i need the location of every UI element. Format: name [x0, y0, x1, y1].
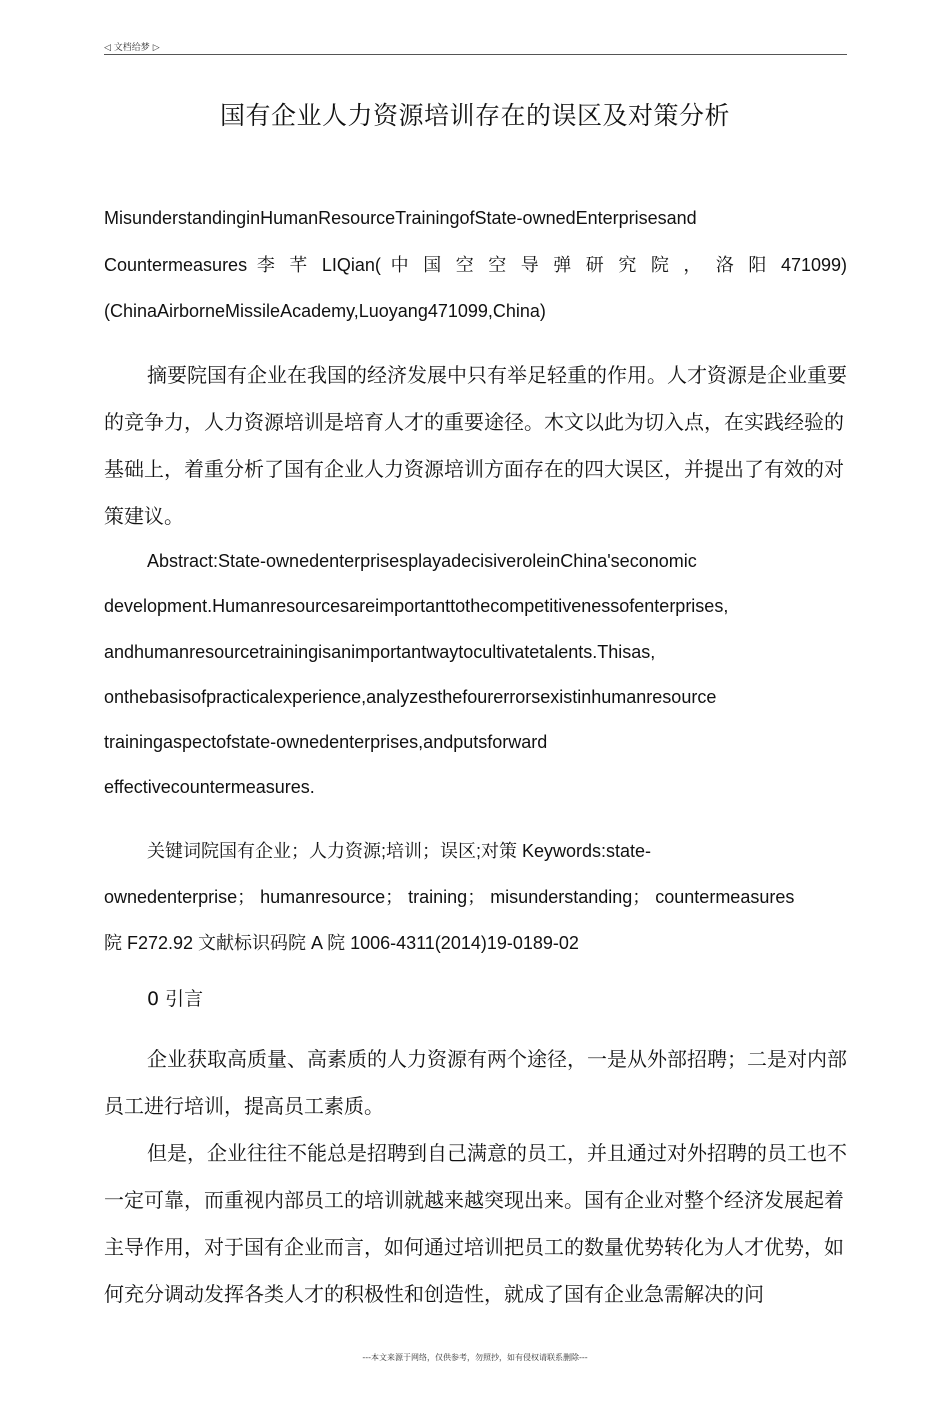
paragraph-1: 企业获取高质量、高素质的人力资源有两个途径，一是从外部招聘；二是对内部员工进行培训，提高员工素质。	[104, 1047, 847, 1118]
paragraph-2: 但是，企业往往不能总是招聘到自己满意的员工，并且通过对外招聘的员工也不一定可靠，而重视内部员工的培训就越来越突现出来。国有企业对整个经济发展起着主导作用，对于国有企业而言，如何通过培训把员工的数量优势转化为人才优势，如何充分调动发挥各类人才的积极性和创造性，就成了国有企业急需解决的问	[104, 1141, 847, 1306]
page-header	[104, 40, 160, 53]
keywords-line: 关键词院国有企业；人力资源;培训；误区;对策 Keywords:state-	[147, 841, 652, 861]
page-footer: ---本文来源于网络，仅供参考，勿照抄，如有侵权请联系删除---	[362, 1353, 588, 1362]
abstract-en-line: trainingaspectofstate-ownedenterprises,andputsforward	[104, 732, 548, 753]
author-line: Countermeasures 李 芊 LIQian( 中 国 空 空 导 弹 研 究 院 ， 洛 阳 471099)	[104, 254, 847, 275]
abstract-en-line: andhumanresourcetrainingisanimportantwaytocultivatetalents.Thisas,	[104, 641, 656, 662]
abstract-en-line: effectivecountermeasures.	[104, 777, 315, 798]
header-text: 文档给梦	[113, 43, 150, 53]
keywords-block	[104, 828, 847, 966]
section-heading: 0 引言	[147, 988, 204, 1010]
english-title-line: MisunderstandinginHumanResourceTrainingofState-ownedEnterprisesand	[104, 208, 697, 228]
header-rule	[104, 54, 847, 55]
abstract-cn: 摘要院国有企业在我国的经济发展中只有举足轻重的作用。人才资源是企业重要的竞争力，人力资源培训是培育人才的重要途径。木文以此为切入点，在实践经验的基础上，着重分析了国有企业人力资源培训方面存在的四大误区，并提出了有效的对策建议。	[104, 363, 847, 528]
affiliation-line: (ChinaAirborneMissileAcademy,Luoyang471099,China)	[104, 301, 546, 321]
abstract-en	[104, 539, 847, 811]
english-title-block	[104, 195, 847, 335]
header-left-mark: ◁	[104, 43, 111, 53]
classification-line: 院 F272.92 文献标识码院 A 院 1006-4311(2014)19-0189-02	[104, 933, 579, 953]
keywords-en-line: ownedenterprise； humanresource； training； misunderstanding； countermeasures	[104, 887, 795, 907]
header-right-mark: ▷	[152, 43, 160, 53]
document-title: 国有企业人力资源培训存在的误区及对策分析	[219, 101, 730, 130]
abstract-en-line: onthebasisofpracticalexperience,analyzesthefourerrorsexistinhumanresource	[104, 686, 717, 707]
abstract-en-line: development.Humanresourcesareimportanttothecompetitivenessofenterprises,	[104, 596, 729, 617]
abstract-en-line: Abstract:State-ownedenterprisesplayadecisiveroleinChina'seconomic	[147, 551, 697, 571]
